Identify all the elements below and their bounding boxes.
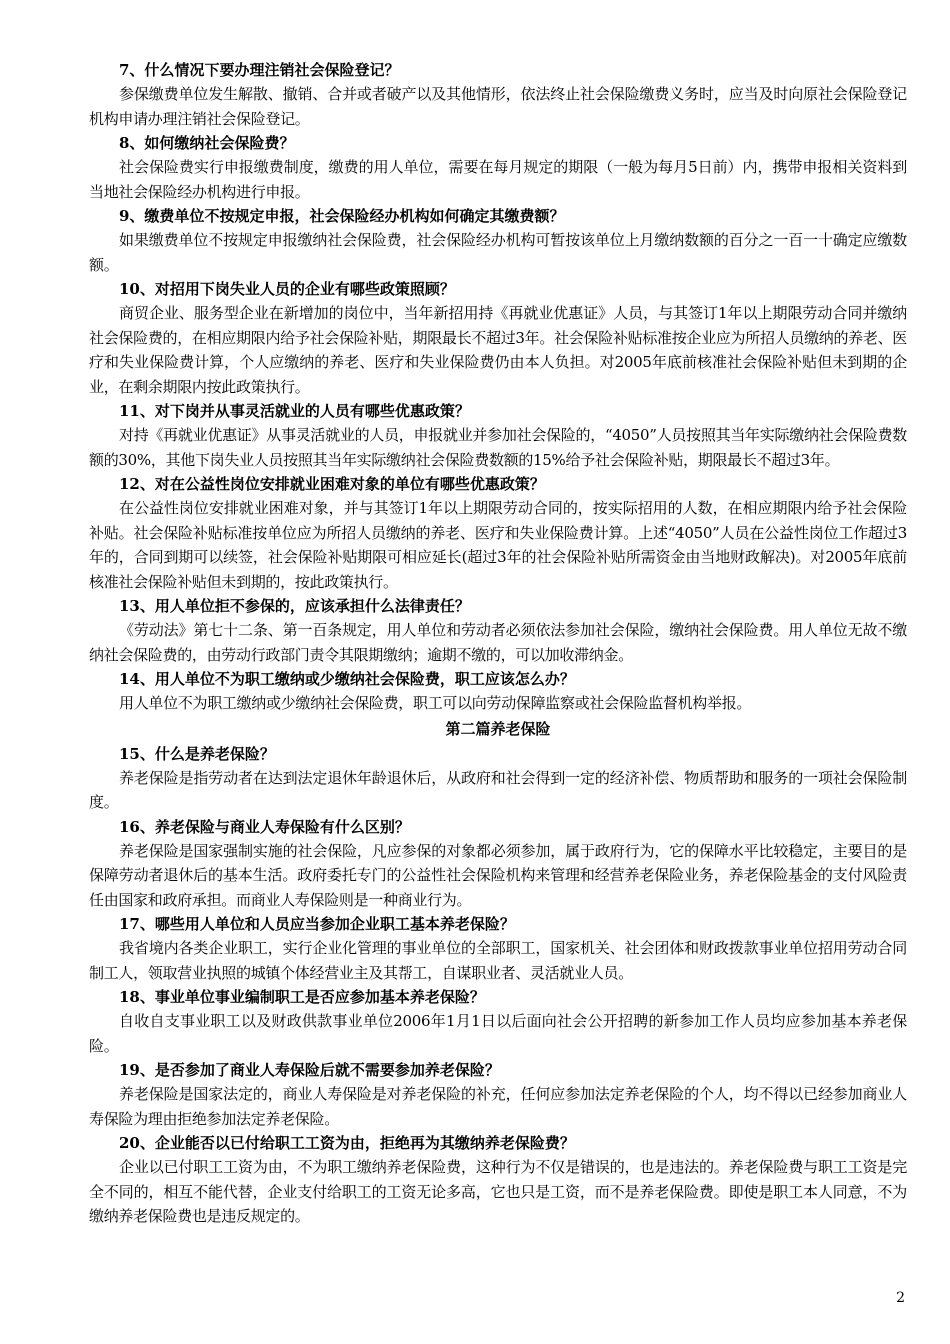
answer-paragraph: 参保缴费单位发生解散、撤销、合并或者破产以及其他情形，依法终止社会保险缴费义务时，应当及时向原社会保险登记机构申请办理注销社会保险登记。 xyxy=(89,85,907,128)
answer-paragraph: 如果缴费单位不按规定申报缴纳社会保险费，社会保险经办机构可暂按该单位上月缴纳数额的百分之一百一十确定应缴数额。 xyxy=(89,231,907,274)
answer-paragraph: 养老保险是国家法定的，商业人寿保险是对养老保险的补充，任何应参加法定养老保险的个人，均不得以已经参加商业人寿保险为理由拒绝参加法定养老保险。 xyxy=(89,1085,907,1128)
question-heading: 8、如何缴纳社会保险费？ xyxy=(119,134,295,152)
question-heading: 15、什么是养老保险？ xyxy=(119,744,275,763)
question-heading: 9、缴费单位不按规定申报，社会保险经办机构如何确定其缴费额？ xyxy=(119,207,565,225)
question-heading: 20、企业能否以已付给职工工资为由，拒绝再为其缴纳养老保险费？ xyxy=(119,1134,575,1152)
answer-paragraph: 在公益性岗位安排就业困难对象，并与其签订1年以上期限劳动合同的，按实际招用的人数，在相应期限内给予社会保险补贴。社会保险补贴标准按单位应为所招人员缴纳的养老、医疗和失业保险费计算。上述“4050”人员在公益性岗位工作超过3年的，合同到期可以续签，社会保险补贴期限可相应延长(超过3年的社会保险补贴所需资金由当地财政解决)。对2005年底前核准社会保险补贴但未到期的，按此政策执行。 xyxy=(89,499,907,591)
question-heading: 10、对招用下岗失业人员的企业有哪些政策照顾？ xyxy=(119,280,455,298)
question-heading: 18、事业单位事业编制职工是否应参加基本养老保险？ xyxy=(119,988,485,1006)
question-heading: 14、用人单位不为职工缴纳或少缴纳社会保险费，职工应该怎么办？ xyxy=(119,670,575,688)
answer-paragraph: 我省境内各类企业职工，实行企业化管理的事业单位的全部职工，国家机关、社会团体和财政拨款事业单位招用劳动合同制工人，领取营业执照的城镇个体经营业主及其帮工，自谋职业者、灵活就业人员。 xyxy=(89,939,907,982)
answer-paragraph: 用人单位不为职工缴纳或少缴纳社会保险费，职工可以向劳动保障监察或社会保险监督机构举报。 xyxy=(119,694,752,712)
question-heading: 13、用人单位拒不参保的，应该承担什么法律责任？ xyxy=(119,597,470,615)
section-heading: 第二篇养老保险 xyxy=(445,719,551,738)
answer-paragraph: 《劳动法》第七十二条、第一百条规定，用人单位和劳动者必须依法参加社会保险，缴纳社会保险费。用人单位无故不缴纳社会保险费的，由劳动行政部门责令其限期缴纳；逾期不缴的，可以加收滞纳金。 xyxy=(89,621,907,664)
answer-paragraph: 对持《再就业优惠证》从事灵活就业的人员，申报就业并参加社会保险的，“4050”人员按照其当年实际缴纳社会保险费数额的30%，其他下岗失业人员按照其当年实际缴纳社会保险费数额的15%给予社会保险补贴，期限最长不超过3年。 xyxy=(89,426,907,469)
question-heading: 11、对下岗并从事灵活就业的人员有哪些优惠政策？ xyxy=(119,402,470,420)
answer-paragraph: 企业以已付职工工资为由，不为职工缴纳养老保险费，这种行为不仅是错误的，也是违法的。养老保险费与职工工资是完全不同的，相互不能代替，企业支付给职工的工资无论多高，它也只是工资，而不是养老保险费。即使是职工本人同意，不为缴纳养老保险费也是违反规定的。 xyxy=(89,1158,907,1225)
answer-paragraph: 社会保险费实行申报缴费制度，缴费的用人单位，需要在每月规定的期限（一般为每月5日前）内，携带申报相关资料到当地社会保险经办机构进行申报。 xyxy=(89,158,907,201)
answer-paragraph: 商贸企业、服务型企业在新增加的岗位中，当年新招用持《再就业优惠证》人员，与其签订1年以上期限劳动合同并缴纳社会保险费的，在相应期限内给予社会保险补贴，期限最长不超过3年。社会保险补贴标准按企业应为所招人员缴纳的养老、医疗和失业保险费计算，个人应缴纳的养老、医疗和失业保险费仍由本人负担。对2005年底前核准社会保险补贴但未到期的企业，在剩余期限内按此政策执行。 xyxy=(89,304,907,396)
question-heading: 16、养老保险与商业人寿保险有什么区别？ xyxy=(119,817,410,836)
answer-paragraph: 养老保险是国家强制实施的社会保险，凡应参保的对象都必须参加，属于政府行为，它的保障水平比较稳定，主要目的是保障劳动者退休后的基本生活。政府委托专门的公益性社会保险机构来管理和经营养老保险业务，养老保险基金的支付风险责任由国家和政府承担。而商业人寿保险则是一种商业行为。 xyxy=(89,841,907,909)
document-body xyxy=(89,58,907,1229)
question-heading: 7、什么情况下要办理注销社会保险登记？ xyxy=(119,61,400,79)
answer-paragraph: 养老保险是指劳动者在达到法定退休年龄退休后，从政府和社会得到一定的经济补偿、物质帮助和服务的一项社会保险制度。 xyxy=(89,768,907,811)
answer-paragraph: 自收自支事业职工以及财政供款事业单位2006年1月1日以后面向社会公开招聘的新参加工作人员均应参加基本养老保险。 xyxy=(89,1012,907,1055)
question-heading: 17、哪些用人单位和人员应当参加企业职工基本养老保险？ xyxy=(119,915,515,933)
question-heading: 12、对在公益性岗位安排就业困难对象的单位有哪些优惠政策？ xyxy=(119,475,545,493)
page-number: 2 xyxy=(896,1290,905,1306)
question-heading: 19、是否参加了商业人寿保险后就不需要参加养老保险？ xyxy=(119,1061,500,1079)
